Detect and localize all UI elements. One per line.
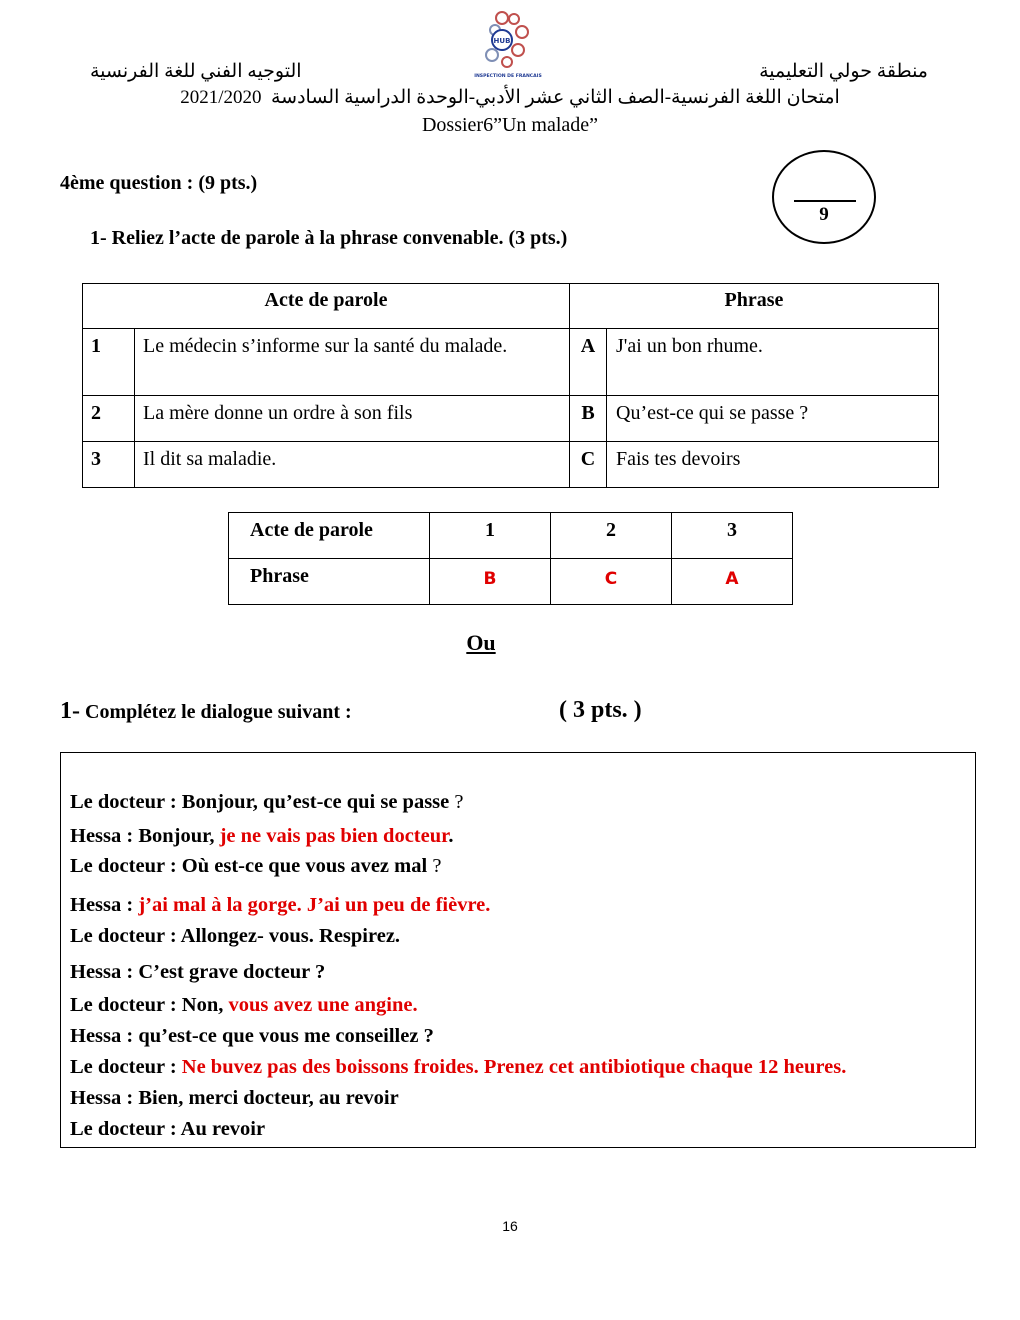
dialogue-text: Hessa : C’est grave docteur ? — [70, 961, 326, 983]
dialogue-text: Le docteur : Allongez- vous. Respirez. — [70, 925, 401, 947]
score-blank-line — [794, 200, 856, 202]
dialogue-line — [70, 925, 400, 948]
exam-title: امتحان اللغة الفرنسية-الصف الثاني عشر الأدبي-الوحدة الدراسية السادسة — [270, 87, 840, 108]
dialogue-instruction — [60, 698, 352, 725]
dialogue-text: Hessa : — [70, 894, 139, 916]
dialogue-question-number: 1- — [60, 698, 80, 724]
dialogue-box — [60, 752, 976, 1148]
question-4-title: 4ème question : (9 pts.) — [60, 172, 258, 194]
dialogue-answer[interactable]: je ne vais pas bien docteur — [219, 825, 449, 847]
score-circle — [772, 150, 876, 244]
dialogue-suffix: ? — [427, 855, 442, 877]
dialogue-text: Hessa : Bien, merci docteur, au revoir — [70, 1087, 399, 1109]
row-number: 1 — [83, 329, 135, 396]
dialogue-line — [70, 994, 418, 1017]
dialogue-line — [70, 1118, 265, 1141]
dialogue-line — [70, 1025, 434, 1048]
table-row — [83, 442, 939, 488]
dialogue-line — [70, 1056, 846, 1079]
dialogue-line — [70, 961, 325, 984]
dialogue-text: Le docteur : Au revoir — [70, 1118, 266, 1140]
dialogue-text: Le docteur : Bonjour, qu’est-ce qui se passe — [70, 791, 450, 813]
logo-text: HUB — [493, 37, 511, 45]
score-total: 9 — [819, 204, 829, 225]
or-label: Ou — [466, 630, 496, 655]
dialogue-text: Le docteur : Où est-ce que vous avez mal — [70, 855, 428, 877]
exam-year: 2021/2020 — [180, 87, 262, 108]
dialogue-question-title: Complétez le dialogue suivant : — [80, 701, 352, 723]
header-acte: Acte de parole — [83, 284, 570, 329]
matching-table-header — [83, 284, 939, 329]
region-label: منطقة حولي التعليمية — [759, 61, 928, 82]
answer-number: 3 — [672, 513, 793, 559]
table-row — [83, 396, 939, 442]
matching-table — [82, 283, 939, 488]
dialogue-suffix: ? — [449, 791, 464, 813]
dialogue-line — [70, 1087, 399, 1110]
dialogue-text: Hessa : Bonjour, — [70, 825, 220, 847]
answer-letter[interactable]: B — [430, 559, 551, 605]
answer-number: 2 — [551, 513, 672, 559]
dialogue-answer[interactable]: j’ai mal à la gorge. J’ai un peu de fièvre. — [138, 894, 491, 916]
dossier-title: Dossier6”Un malade” — [421, 114, 599, 136]
answer-letter[interactable]: C — [551, 559, 672, 605]
row-number: 3 — [83, 442, 135, 488]
dialogue-text: Hessa : qu’est-ce que vous me conseillez ? — [70, 1025, 434, 1047]
row-number: 2 — [83, 396, 135, 442]
answer-letter[interactable]: A — [672, 559, 793, 605]
inspection-logo — [462, 10, 558, 82]
dialogue-line — [70, 894, 490, 917]
question-1-instruction: 1- Reliez l’acte de parole à la phrase convenable. (3 pts.) — [90, 227, 568, 249]
row-phrase: Qu’est-ce qui se passe ? — [607, 396, 939, 442]
logo-caption: INSPECTION DE FRANCAIS — [474, 74, 542, 79]
row-act: La mère donne un ordre à son fils — [135, 396, 570, 442]
dialogue-answer[interactable]: Ne buvez pas des boissons froides. Prenez cet antibiotique chaque 12 heures. — [181, 1056, 847, 1078]
guidance-label: التوجيه الفني للغة الفرنسية — [90, 61, 302, 82]
dialogue-points: ( 3 pts. ) — [559, 697, 642, 723]
row-phrase: Fais tes devoirs — [607, 442, 939, 488]
answer-table — [228, 512, 793, 605]
table-row — [83, 329, 939, 396]
answer-label-acte: Acte de parole — [229, 513, 430, 559]
row-act: Il dit sa maladie. — [135, 442, 570, 488]
dialogue-suffix: . — [448, 825, 454, 847]
dialogue-answer[interactable]: vous avez une angine. — [228, 994, 418, 1016]
dialogue-line — [70, 791, 464, 814]
answer-number: 1 — [430, 513, 551, 559]
dialogue-text: Le docteur : Non, — [70, 994, 229, 1016]
answer-row-letters — [229, 559, 793, 605]
dialogue-line — [70, 825, 453, 848]
answer-row-numbers — [229, 513, 793, 559]
row-letter: B — [570, 396, 607, 442]
dialogue-line — [70, 855, 441, 878]
header-phrase: Phrase — [570, 284, 939, 329]
row-letter: C — [570, 442, 607, 488]
exam-title-line — [0, 86, 1020, 109]
dialogue-text: Le docteur : — [70, 1056, 182, 1078]
row-letter: A — [570, 329, 607, 396]
answer-label-phrase: Phrase — [229, 559, 430, 605]
page-number: 16 — [502, 1218, 518, 1234]
row-phrase: J'ai un bon rhume. — [607, 329, 939, 396]
row-act: Le médecin s’informe sur la santé du malade. — [135, 329, 570, 396]
